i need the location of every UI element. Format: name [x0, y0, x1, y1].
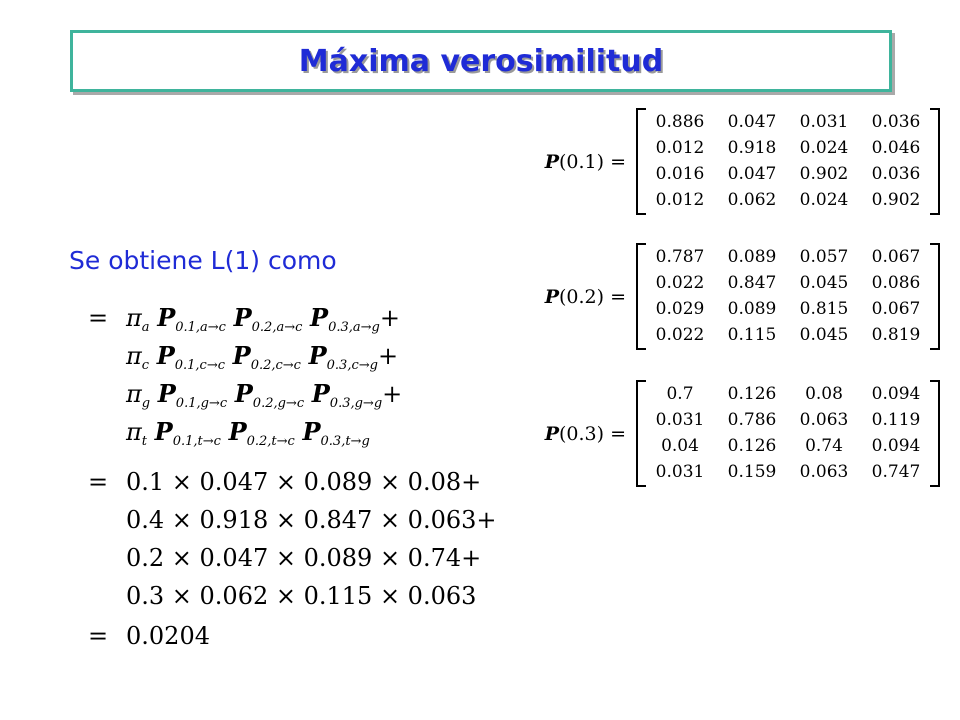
matrix-cell: 0.016	[655, 164, 705, 184]
matrix-cell: 0.057	[799, 247, 849, 267]
matrix-cell: 0.04	[661, 436, 699, 456]
derivation-row	[88, 304, 400, 342]
matrix-cell: 0.063	[799, 410, 849, 430]
p-symbol: P	[544, 285, 559, 308]
p-symbol: P	[311, 379, 330, 408]
matrix-cell: 0.094	[871, 384, 921, 404]
derivation-row	[88, 468, 481, 496]
derivation-row	[88, 582, 476, 610]
p-symbol: P	[157, 303, 176, 332]
equals-sign: =	[88, 468, 109, 496]
p-symbol: P	[156, 341, 175, 370]
matrix-cell: 0.012	[655, 138, 705, 158]
matrix-cell: 0.7	[666, 384, 694, 404]
pi-subscript: a	[141, 320, 150, 335]
plus-sign: +	[379, 304, 400, 332]
p-symbol: P	[233, 303, 252, 332]
bracket-tick	[638, 243, 646, 245]
matrix-cell: 0.886	[655, 112, 705, 132]
matrix-grid	[644, 110, 932, 213]
derivation-row	[88, 418, 370, 456]
matrix-cell: 0.089	[727, 299, 777, 319]
p-subscript: 0.2,c→c	[250, 358, 301, 373]
matrix-argument: (0.1) =	[558, 150, 626, 173]
p-subscript: 0.2,a→c	[251, 320, 303, 335]
bracket-tick	[638, 213, 646, 215]
matrix-cell: 0.029	[655, 299, 705, 319]
derivation-row	[88, 544, 481, 572]
matrix-cell: 0.063	[799, 462, 849, 482]
equals-sign: =	[88, 622, 109, 650]
pi-symbol: π	[126, 380, 142, 408]
p-subscript: 0.1,t→c	[172, 434, 221, 449]
pi-subscript: t	[141, 434, 148, 449]
bracket-tick	[930, 108, 938, 110]
p-subscript: 0.3,a→g	[328, 320, 380, 335]
matrix-cell: 0.815	[799, 299, 849, 319]
matrix-label	[530, 423, 636, 445]
p-symbol: P	[302, 417, 321, 446]
matrix-cell: 0.159	[727, 462, 777, 482]
pi-symbol: π	[126, 342, 142, 370]
bracket-tick	[638, 380, 646, 382]
matrix-cell: 0.012	[655, 190, 705, 210]
matrix-cell: 0.115	[727, 325, 777, 345]
bracket-tick	[638, 485, 646, 487]
matrix-cell: 0.036	[871, 164, 921, 184]
bracket-tick	[930, 348, 938, 350]
numeric-product: 0.1 × 0.047 × 0.089 × 0.08+	[126, 468, 482, 496]
matrix-cell: 0.067	[871, 247, 921, 267]
matrix-cell: 0.031	[655, 410, 705, 430]
matrix-brackets	[636, 243, 940, 350]
p-subscript: 0.3,g→g	[329, 396, 383, 411]
matrix-cell: 0.031	[799, 112, 849, 132]
matrix-cell: 0.047	[727, 112, 777, 132]
matrix-cell: 0.787	[655, 247, 705, 267]
p-subscript: 0.2,t→c	[246, 434, 295, 449]
p-symbol: P	[154, 417, 173, 446]
matrix-grid	[644, 245, 932, 348]
p-symbol: P	[308, 341, 327, 370]
matrix-cell: 0.036	[871, 112, 921, 132]
equals-sign: =	[88, 304, 109, 332]
matrix-cell: 0.847	[727, 273, 777, 293]
matrix-cell: 0.086	[871, 273, 921, 293]
slide-title: Máxima verosimilitud	[298, 43, 664, 79]
matrix-block	[530, 243, 940, 350]
matrix-cell: 0.747	[871, 462, 921, 482]
matrix-cell: 0.024	[799, 190, 849, 210]
p-symbol: P	[544, 422, 559, 445]
derivation-row	[88, 342, 398, 380]
matrix-argument: (0.2) =	[558, 285, 626, 308]
p-subscript: 0.3,c→g	[326, 358, 378, 373]
matrix-cell: 0.022	[655, 273, 705, 293]
matrix-cell: 0.045	[799, 273, 849, 293]
matrix-cell: 0.902	[799, 164, 849, 184]
subtitle: Se obtiene L(1) como	[69, 246, 337, 275]
matrix-argument: (0.3) =	[558, 422, 626, 445]
matrix-block	[530, 380, 940, 487]
p-subscript: 0.2,g→c	[252, 396, 305, 411]
p-symbol: P	[544, 150, 559, 173]
bracket-tick	[638, 348, 646, 350]
matrix-cell: 0.031	[655, 462, 705, 482]
matrix-cell: 0.094	[871, 436, 921, 456]
matrix-cell: 0.045	[799, 325, 849, 345]
matrix-grid	[644, 382, 932, 485]
matrix-cell: 0.089	[727, 247, 777, 267]
p-subscript: 0.1,c→c	[174, 358, 226, 373]
derivation-result	[88, 622, 210, 650]
numeric-product: 0.3 × 0.062 × 0.115 × 0.063	[126, 582, 477, 610]
matrix-cell: 0.119	[871, 410, 921, 430]
bracket-tick	[930, 380, 938, 382]
p-subscript: 0.1,g→c	[175, 396, 228, 411]
numeric-product: 0.2 × 0.047 × 0.089 × 0.74+	[126, 544, 482, 572]
matrix-brackets	[636, 108, 940, 215]
matrix-cell: 0.067	[871, 299, 921, 319]
numeric-product: 0.4 × 0.918 × 0.847 × 0.063+	[126, 506, 497, 534]
matrix-cell: 0.126	[727, 436, 777, 456]
matrix-cell: 0.062	[727, 190, 777, 210]
pi-symbol: π	[126, 304, 142, 332]
matrix-cell: 0.126	[727, 384, 777, 404]
matrix-label	[530, 151, 636, 173]
matrix-cell: 0.786	[727, 410, 777, 430]
matrix-cell: 0.902	[871, 190, 921, 210]
matrix-brackets	[636, 380, 940, 487]
matrix-cell: 0.08	[805, 384, 843, 404]
plus-sign: +	[377, 342, 399, 370]
bracket-tick	[930, 213, 938, 215]
derivation-row	[88, 380, 402, 418]
result-value: 0.0204	[126, 622, 210, 650]
matrix-cell: 0.819	[871, 325, 921, 345]
p-symbol: P	[157, 379, 176, 408]
derivation-row	[88, 506, 497, 534]
matrix-cell: 0.024	[799, 138, 849, 158]
title-box	[70, 30, 892, 92]
p-symbol: P	[234, 379, 253, 408]
bracket-tick	[930, 243, 938, 245]
matrix-cell: 0.74	[805, 436, 843, 456]
p-symbol: P	[228, 417, 247, 446]
p-subscript: 0.3,t→g	[320, 434, 370, 449]
pi-subscript: g	[141, 396, 151, 411]
p-symbol: P	[232, 341, 251, 370]
matrix-block	[530, 108, 940, 215]
bracket-tick	[638, 108, 646, 110]
matrix-cell: 0.047	[727, 164, 777, 184]
p-symbol: P	[310, 303, 329, 332]
matrix-label	[530, 286, 636, 308]
bracket-tick	[930, 485, 938, 487]
plus-sign: +	[382, 380, 403, 408]
matrix-cell: 0.918	[727, 138, 777, 158]
matrix-cell: 0.046	[871, 138, 921, 158]
p-subscript: 0.1,a→c	[175, 320, 226, 335]
pi-symbol: π	[126, 418, 142, 446]
pi-subscript: c	[141, 358, 150, 373]
matrix-cell: 0.022	[655, 325, 705, 345]
